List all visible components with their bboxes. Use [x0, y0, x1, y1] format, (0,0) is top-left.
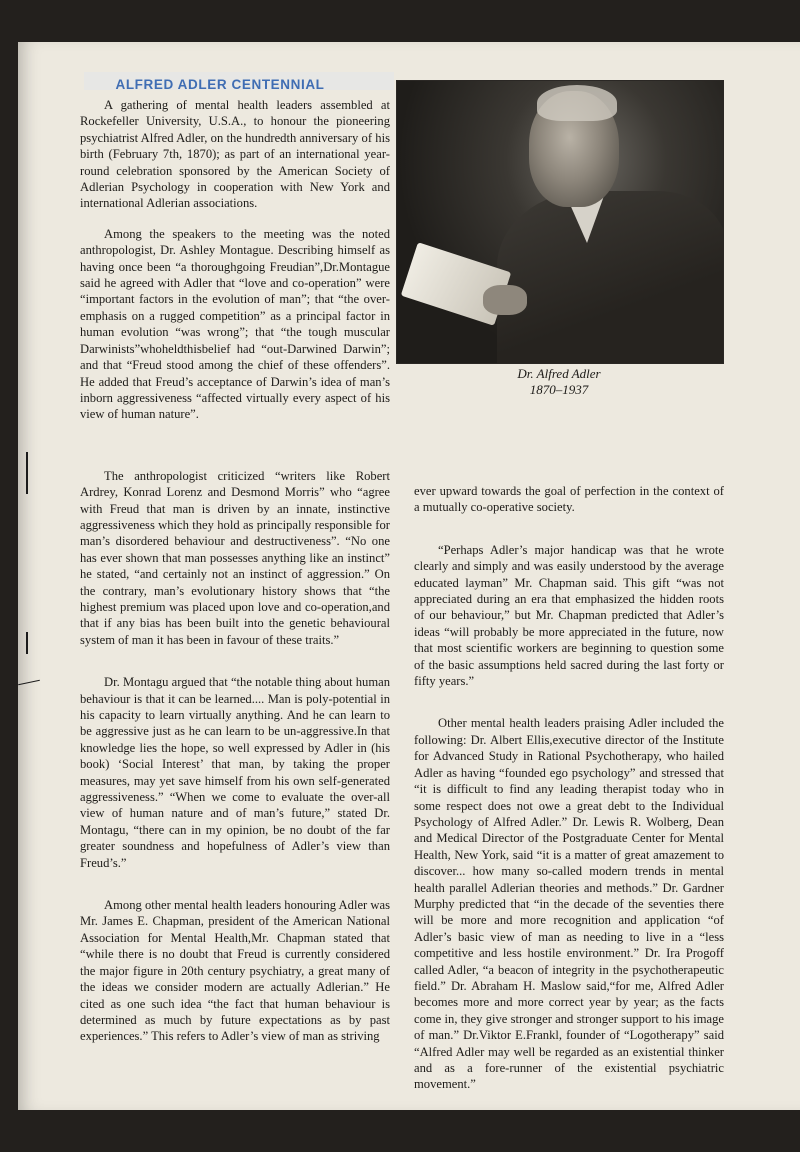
paragraph-7: “Perhaps Adler’s major handicap was that he wrote clearly and simply and was easily understood by the average educated layman” Mr. Chapman said. This gift “was not appreciated during an era that emphasized the hidden roots of our behaviour,” but Mr. Chapman predicted that Adler’s ideas “will probably be more appreciated in the future, now that most scientific workers are beginning to question some of the basic assumptions held sacred during the last forty or fifty years.”	[414, 542, 724, 689]
paragraph-4: Dr. Montagu argued that “the notable thing about human behaviour is that it can be learned.... Man is poly-potential in his capacity to learn virtually anything. And he can learn to be aggressive just as he can learn to be un-aggressive.In that knowledge lies the hope, so well expressed by Adler in (his book) ‘Social Interest’ that man, by taking the proper measures, may yet save himself from his own self-generated aggressiveness.” “When we come to evaluate the over-all view of human nature and of man’s future,” stated Dr. Montagu, “there can in my opinion, be no doubt of the far greater soundness and hopefulness of Adler’s view than Freud’s.”	[80, 675, 390, 870]
paragraph-6: ever upward towards the goal of perfection in the context of a mutually co-operative society.	[414, 484, 724, 515]
photo-caption	[396, 366, 722, 398]
paragraph-8: Other mental health leaders praising Adler included the following: Dr. Albert Ellis,executive director of the Institute for Advanced Study in Rational Psychotherapy, who hailed Adler as having “founded ego psychology” and stressed that “it is difficult to find any leading therapist today who in some respect does not owe a great debt to the Individual Psychology of Alfred Adler.” Dr. Lewis R. Wolberg, Dean and Medical Director of the Postgraduate Center for Mental Health, New York, said “it is a matter of great amazement to discover... how many so-called modern trends in mental health parallel Adlerian theories and methods.” Dr. Gardner Murphy predicted that “in the decade of the seventies there will be more and more recognition and application “of Adler’s basic view of man as needing to live in a “less competitive and less hostile environment.” Dr. Ira Progoff called Adler, “a beacon of integrity in the psychotherapeutic field.” Dr. Abraham H. Maslow said,“for me, Alfred Adler becomes more and more correct year by year; as the facts come in, they give stronger and stronger support to his image of man.” Dr.Viktor E.Frankl, founder of “Logotherapy” said “Alfred Adler may well be regarded as an existential thinker and as a fore-runner of the existential psychiatric movement.”	[414, 716, 724, 1092]
left-column	[80, 97, 390, 1045]
paragraph-5: Among other mental health leaders honouring Adler was Mr. James E. Chapman, president of the American National Association for Mental Health,Mr. Chapman stated that “while there is no doubt that Freud is currently considered the major figure in 20th century psychiatry, a great many of the ideas we consider modern are actually Adlerian.” He cited as one such idea “the fact that human behaviour is determined as much by future expectations as by past experiences.” This refers to Adler’s view of man as striving	[80, 898, 390, 1044]
paragraph-2: Among the speakers to the meeting was the noted anthropologist, Dr. Ashley Montague. Describing himself as having once been “a thoroughgoing Freudian”,Dr.Montague said he agreed with Adler that “love and co-operation” were “important factors in the evolution of man”; that “the over-emphasis on a rugged competition” as a principal factor in human evolution “was wrong”; that “the tough muscular Darwinists”whoheldthisbelief had “out-Darwined Darwin”; and that “Freud stood among the chief of these offenders”. He added that Freud’s acceptance of Darwin’s idea of man’s inborn aggressiveness “affected virtually every aspect of his view of human nature”.	[80, 226, 390, 422]
caption-name: Dr. Alfred Adler	[517, 366, 601, 381]
margin-mark-3	[18, 680, 40, 686]
article-heading: ALFRED ADLER CENTENNIAL	[115, 77, 325, 92]
paragraph-1: A gathering of mental health leaders assembled at Rockefeller University, U.S.A., to honour the pioneering psychiatrist Alfred Adler, on the hundredth anniversary of his birth (February 7th, 1870); as part of an international year-round celebration sponsored by the American Society of Adlerian Psychology in cooperation with New York and international Adlerian associations.	[80, 98, 390, 211]
margin-mark-1	[26, 452, 28, 494]
adler-portrait-photo	[396, 80, 724, 364]
caption-years: 1870–1937	[529, 382, 589, 397]
right-column	[414, 483, 724, 1093]
margin-mark-2	[26, 632, 28, 654]
paragraph-3: The anthropologist criticized “writers like Robert Ardrey, Konrad Lorenz and Desmond Morris” who “agree with Freud that man is driven by an innate, instinctive aggressiveness which they hold as principally responsible for man’s disordered behaviour and destructiveness”. “No one has ever shown that man possesses anything like an instinct” he stated, “and certainly not an instinct of aggression.” On the contrary, man’s evolutionary history shows that “the highest premium was placed upon love and co-operation,and that if any bias has been built into the genetic behavioural system of man it has been in favour of these traits.”	[80, 468, 390, 647]
